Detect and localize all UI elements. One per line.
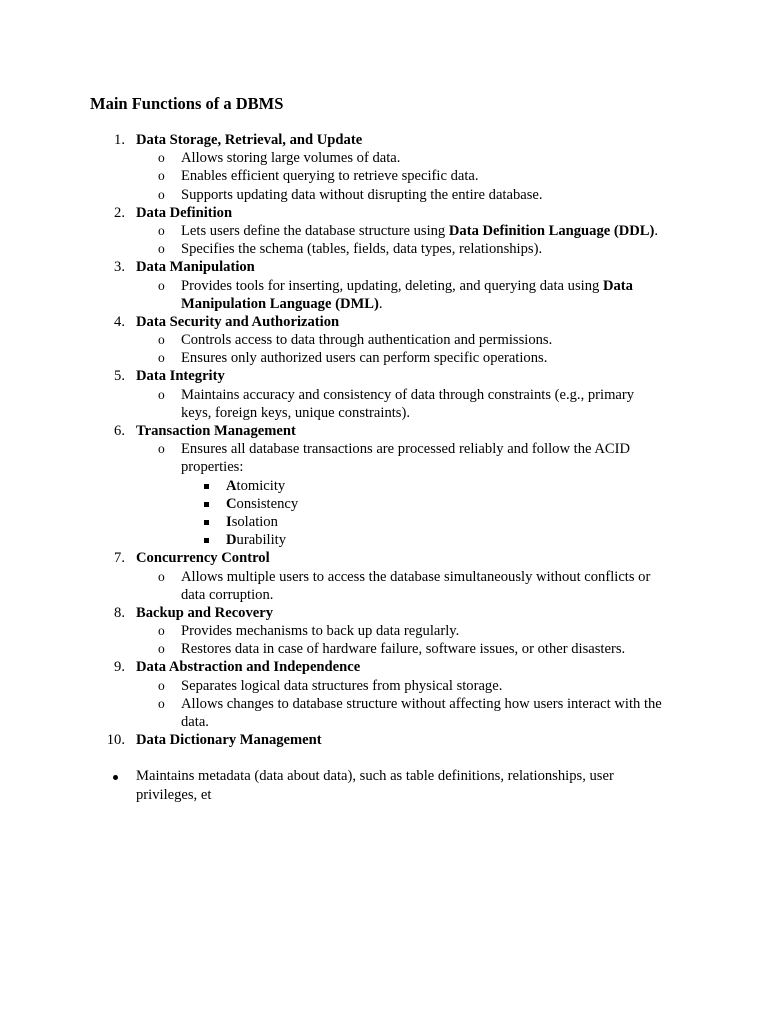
text-run: .: [378, 295, 383, 312]
sub-bullet-text: [181, 277, 633, 295]
sub-bullet-text: Maintains accuracy and consistency of data through constraints (e.g., primary: [181, 386, 635, 403]
sub-bullet: [0, 149, 768, 167]
functions-list: [0, 131, 768, 804]
acid-item: [0, 513, 768, 531]
list-item: [0, 658, 768, 676]
sub-bullet: [0, 677, 768, 695]
text-run: Provides tools for inserting, updating, deleting, and querying data using: [181, 277, 603, 294]
sub-bullet-continuation: [0, 586, 768, 604]
acid-rest: solation: [231, 513, 278, 530]
sub-bullet-text: Allows multiple users to access the database simultaneously without conflicts or: [181, 568, 651, 585]
dml-term: Data: [602, 277, 633, 294]
sub-bullet: [0, 240, 768, 258]
acid-text: [226, 495, 298, 513]
acid-initial: D: [226, 532, 237, 549]
sub-bullet: [0, 186, 768, 204]
item-heading: Data Integrity: [136, 368, 225, 385]
square-bullet-icon: [204, 502, 209, 507]
item-number: 3.: [114, 259, 125, 276]
sub-bullet: [0, 568, 768, 586]
sub-bullet-text: Specifies the schema (tables, fields, data types, relationships).: [181, 241, 543, 258]
sub-bullet-text: data corruption.: [181, 586, 274, 603]
document-title: Main Functions of a DBMS: [90, 94, 284, 113]
sub-bullet-text: Enables efficient querying to retrieve specific data.: [181, 168, 479, 185]
text-run: .: [654, 222, 659, 239]
item-number: 7.: [114, 550, 125, 567]
acid-item: [0, 531, 768, 549]
circle-bullet-icon: o: [158, 623, 165, 639]
circle-bullet-icon: o: [158, 677, 165, 693]
list-item: [0, 258, 768, 276]
square-bullet-icon: [204, 484, 209, 489]
sub-bullet: [0, 640, 768, 658]
item-heading: Backup and Recovery: [136, 604, 274, 621]
circle-bullet-icon: o: [158, 150, 165, 166]
circle-bullet-icon: o: [158, 222, 165, 238]
bullet-item: [0, 767, 768, 785]
sub-bullet-text: Provides mechanisms to back up data regularly.: [181, 623, 460, 640]
circle-bullet-icon: o: [158, 277, 165, 293]
sub-bullet: [0, 386, 768, 404]
acid-item: [0, 495, 768, 513]
sub-bullet-text: Ensures all database transactions are processed reliably and follow the ACID: [181, 441, 631, 458]
item-number: 10.: [106, 732, 125, 749]
sub-bullet-text: Allows changes to database structure without affecting how users interact with the: [181, 695, 662, 712]
acid-rest: onsistency: [236, 495, 299, 512]
list-item: [0, 731, 768, 749]
sub-bullet-text: Allows storing large volumes of data.: [181, 150, 401, 167]
item-number: 9.: [114, 659, 125, 676]
acid-rest: tomicity: [236, 477, 286, 494]
item-heading: Data Manipulation: [136, 259, 255, 276]
circle-bullet-icon: o: [158, 241, 165, 257]
square-bullet-icon: [204, 538, 209, 543]
item-number: 6.: [114, 423, 125, 439]
sub-bullet-text: [181, 295, 383, 313]
circle-bullet-icon: o: [158, 386, 165, 402]
sub-bullet-continuation: [0, 404, 768, 422]
sub-bullet: [0, 440, 768, 458]
circle-bullet-icon: o: [158, 641, 165, 657]
item-heading: Data Security and Authorization: [136, 313, 340, 330]
list-item: [0, 549, 768, 567]
sub-bullet-text: Restores data in case of hardware failure, software issues, or other disasters.: [181, 641, 626, 658]
sub-bullet: [0, 222, 768, 240]
square-bullet-icon: [204, 520, 209, 525]
list-item: [0, 422, 768, 440]
sub-bullet: [0, 277, 768, 295]
sub-bullet-text: Controls access to data through authentication and permissions.: [181, 332, 553, 349]
circle-bullet-icon: o: [158, 168, 165, 184]
circle-bullet-icon: o: [158, 695, 165, 711]
acid-text: [226, 513, 278, 531]
acid-text: [226, 477, 285, 495]
sub-bullet: [0, 695, 768, 713]
circle-bullet-icon: o: [158, 350, 165, 366]
bullet-text: Maintains metadata (data about data), such as table definitions, relationships, user: [136, 768, 614, 785]
item-number: 4.: [114, 313, 125, 330]
ddl-term: Data Definition Language (DDL): [448, 222, 655, 239]
item-heading: Data Abstraction and Independence: [136, 659, 361, 676]
acid-initial: C: [226, 495, 237, 512]
acid-text: [226, 531, 286, 549]
acid-initial: I: [226, 513, 232, 530]
sub-bullet-text: keys, foreign keys, unique constraints).: [181, 404, 410, 421]
sub-bullet-text: Ensures only authorized users can perform specific operations.: [181, 350, 548, 367]
dml-term: Manipulation Language (DML): [181, 295, 379, 312]
list-item: [0, 604, 768, 622]
item-heading: Transaction Management: [136, 423, 296, 439]
dot-bullet-icon: [113, 775, 118, 780]
sub-bullet: [0, 167, 768, 185]
item-number: 1.: [114, 132, 125, 148]
sub-bullet-text: Supports updating data without disrupting the entire database.: [181, 186, 543, 203]
sub-bullet-text: [181, 222, 658, 240]
sub-bullet-text: Separates logical data structures from physical storage.: [181, 677, 503, 694]
sub-bullet-continuation: [0, 713, 768, 731]
bullet-continuation: [0, 786, 768, 804]
acid-initial: A: [226, 477, 237, 494]
item-heading: Data Storage, Retrieval, and Update: [136, 132, 363, 148]
acid-item: [0, 477, 768, 495]
circle-bullet-icon: o: [158, 186, 165, 202]
text-run: Lets users define the database structure using: [181, 222, 449, 239]
sub-bullet-continuation: [0, 458, 768, 476]
sub-bullet: [0, 349, 768, 367]
list-item: [0, 204, 768, 222]
list-item: [0, 367, 768, 385]
bullet-text: privileges, et: [136, 786, 212, 803]
sub-bullet-text: data.: [181, 714, 209, 730]
sub-bullet-continuation: [0, 295, 768, 313]
circle-bullet-icon: o: [158, 332, 165, 348]
item-number: 2.: [114, 204, 125, 221]
list-item: [0, 131, 768, 149]
item-heading: Data Definition: [136, 204, 233, 221]
circle-bullet-icon: o: [158, 568, 165, 584]
spacer: [0, 749, 768, 767]
sub-bullet: [0, 622, 768, 640]
item-heading: Concurrency Control: [136, 550, 270, 567]
item-number: 5.: [114, 368, 125, 385]
item-heading: Data Dictionary Management: [136, 732, 322, 749]
circle-bullet-icon: o: [158, 441, 165, 457]
sub-bullet: [0, 331, 768, 349]
list-item: [0, 313, 768, 331]
acid-rest: urability: [236, 532, 286, 549]
item-number: 8.: [114, 604, 125, 621]
sub-bullet-text: properties:: [181, 459, 244, 476]
